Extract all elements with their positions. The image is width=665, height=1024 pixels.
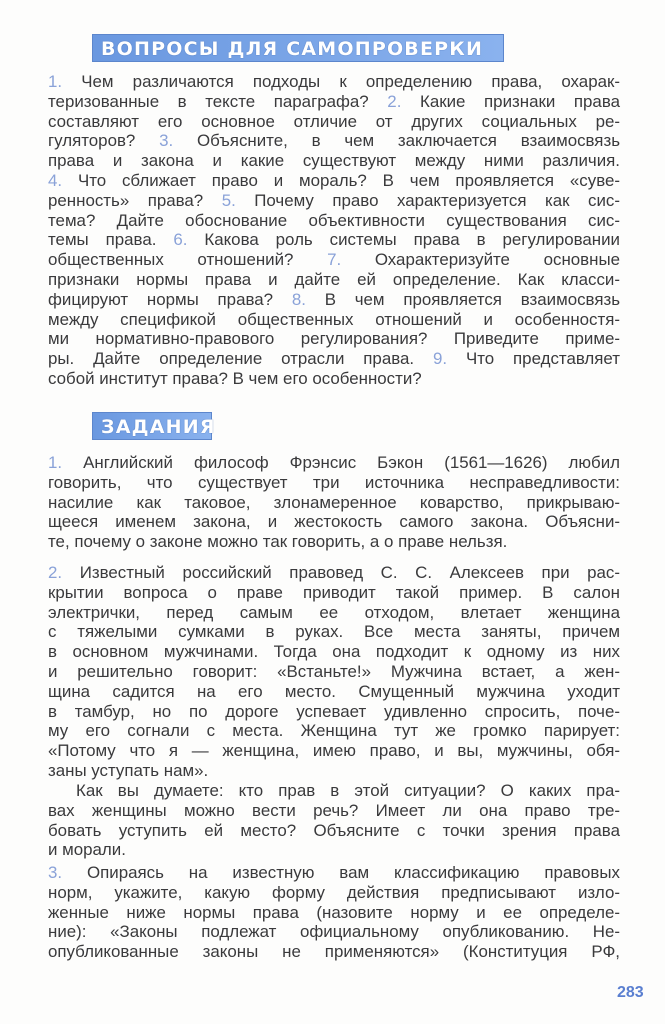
text-segment: тема? Дайте обоснование объективности существования сис- xyxy=(48,210,620,230)
text-line xyxy=(48,532,620,552)
text-line xyxy=(48,250,620,270)
text-line xyxy=(48,883,620,903)
text-line xyxy=(48,230,620,250)
text-segment: и решительно говорит: «Встаньте!» Мужчина встает, а жен- xyxy=(48,661,620,681)
text-segment: щееся именем закона, и жестокость самого закона. Объясни- xyxy=(48,512,620,532)
text-line xyxy=(48,270,620,290)
item-number: 1. xyxy=(48,72,63,91)
section-header-tasks xyxy=(92,412,216,440)
text-line xyxy=(48,942,620,962)
text-segment: заны уступать нам». xyxy=(48,760,209,780)
text-line xyxy=(48,603,620,623)
text-line xyxy=(48,922,620,942)
text-segment: Опираясь на известную вам классификацию правовых xyxy=(62,863,620,882)
text-segment: ренность» права? xyxy=(48,190,222,210)
text-segment: му его согнали с места. Женщина тут же громко парирует: xyxy=(48,721,620,741)
text-segment: признаки нормы права и дайте ей определение. Как класси- xyxy=(48,269,620,289)
text-line xyxy=(48,840,620,860)
text-line xyxy=(48,801,620,821)
text-segment: бовать уступить ей место? Объясните с точки зрения права xyxy=(48,820,620,840)
text-segment: с тяжелыми сумками в руках. Все места заняты, причем xyxy=(48,622,620,642)
item-number: 3. xyxy=(48,863,63,882)
text-line xyxy=(48,151,620,171)
text-segment: права и закона и какие существуют между ними различия. xyxy=(48,151,620,171)
item-number: 5. xyxy=(221,190,236,210)
text-line xyxy=(48,512,620,532)
text-segment: в основном мужчинами. Тогда она подходит к одному из них xyxy=(48,642,620,662)
text-segment: говорить, что существует три источника несправедливости: xyxy=(48,472,620,492)
text-line xyxy=(48,682,620,702)
text-segment: опубликованные законы не применяются» (Конституция РФ, xyxy=(48,942,620,962)
text-line xyxy=(48,211,620,231)
text-line xyxy=(48,903,620,923)
text-segment: Известный российский правовед С. С. Алексеев при рас- xyxy=(62,563,620,582)
section-header-self-check xyxy=(92,34,504,62)
section-title: ЗАДАНИЯ xyxy=(101,416,216,438)
text-segment: составляют его основное отличие от других социальных ре- xyxy=(48,111,620,131)
text-segment: гуляторов? xyxy=(48,131,160,151)
text-segment: В чем проявляется взаимосвязь xyxy=(305,289,621,309)
text-line xyxy=(48,171,620,191)
text-segment: Какие признаки права xyxy=(401,91,620,111)
text-segment: собой институт права? В чем его особенности? xyxy=(48,368,422,388)
text-segment: ми нормативно-правового регулирования? Приведите приме- xyxy=(48,329,620,349)
text-line xyxy=(48,72,620,92)
text-line xyxy=(48,563,620,583)
text-segment: темы права. xyxy=(48,230,174,250)
text-segment: ние): «Законы подлежат официальному опубликованию. Не- xyxy=(48,922,620,942)
text-line xyxy=(48,191,620,211)
text-line xyxy=(48,349,620,369)
item-number: 7. xyxy=(327,250,342,270)
item-number: 3. xyxy=(159,131,174,151)
task-2-question-block xyxy=(48,781,620,860)
text-line xyxy=(48,781,620,801)
text-line xyxy=(48,131,620,151)
text-line xyxy=(48,473,620,493)
text-segment: Почему право характеризуется как сис- xyxy=(235,190,620,210)
text-line xyxy=(48,662,620,682)
text-line xyxy=(48,642,620,662)
item-number: 1. xyxy=(48,453,63,472)
task-2-block xyxy=(48,563,620,781)
text-segment: Какова роль системы права в регулировании xyxy=(187,230,620,250)
text-line xyxy=(48,721,620,741)
text-line xyxy=(48,741,620,761)
item-number: 9. xyxy=(432,349,448,369)
text-line xyxy=(48,310,620,330)
text-line xyxy=(48,493,620,513)
text-segment: Что представляет xyxy=(447,349,620,369)
text-segment: женные ниже нормы права (назовите норму и ее определе- xyxy=(48,902,620,922)
page-number: 283 xyxy=(617,984,644,1001)
item-number: 2. xyxy=(387,91,402,111)
item-number: 6. xyxy=(173,230,188,250)
text-line xyxy=(48,863,620,883)
item-number: 8. xyxy=(291,289,306,309)
text-line xyxy=(48,702,620,722)
text-segment: насилие как таковое, злонамеренное коварство, прикрываю- xyxy=(48,492,620,512)
text-segment: Охарактеризуйте основные xyxy=(341,250,620,270)
item-number: 4. xyxy=(48,170,63,190)
task-1-block xyxy=(48,453,620,552)
text-segment: и морали. xyxy=(48,840,126,860)
text-line xyxy=(48,92,620,112)
text-segment: Как вы думаете: кто прав в этой ситуации? О каких пра- xyxy=(76,781,620,800)
text-segment: Чем различаются подходы к определению права, охарак- xyxy=(62,72,620,91)
text-segment: Что сближает право и мораль? В чем проявляется «суве- xyxy=(62,170,620,190)
text-line xyxy=(48,329,620,349)
text-segment: Английский философ Фрэнсис Бэкон (1561—1626) любил xyxy=(62,453,620,472)
item-number: 2. xyxy=(48,563,63,582)
text-line xyxy=(48,369,620,389)
text-segment: фицируют нормы права? xyxy=(48,289,292,309)
text-segment: «Потому что я — женщина, имею право, и вы, мужчины, обя- xyxy=(48,741,620,761)
text-segment: в тамбур, но по дороге успевает удивленно спросить, поче- xyxy=(48,701,620,721)
section-title: ВОПРОСЫ ДЛЯ САМОПРОВЕРКИ xyxy=(101,38,484,60)
text-segment: общественных отношений? xyxy=(48,250,328,270)
text-segment: ры. Дайте определение отрасли права. xyxy=(48,349,433,369)
text-segment: норм, укажите, какую форму действия предписывают изло- xyxy=(48,882,620,902)
text-segment: электрички, перед самым ее отходом, влетает женщина xyxy=(48,602,620,622)
text-line xyxy=(48,821,620,841)
text-segment: теризованные в тексте параграфа? xyxy=(48,91,388,111)
text-segment: вах женщины можно вести речь? Имеет ли она право тре- xyxy=(48,800,620,820)
text-line xyxy=(48,622,620,642)
text-segment: Объясните, в чем заключается взаимосвязь xyxy=(173,131,621,151)
text-line xyxy=(48,112,620,132)
text-line xyxy=(48,761,620,781)
task-3-block xyxy=(48,863,620,962)
text-line xyxy=(48,290,620,310)
text-segment: крытии вопроса о праве приводит такой пример. В салон xyxy=(48,582,620,602)
text-segment: между спецификой общественных отношений и особенностя- xyxy=(48,309,620,329)
text-segment: щина садится на его место. Смущенный мужчина уходит xyxy=(48,681,620,701)
text-line xyxy=(48,453,620,473)
questions-block xyxy=(48,72,620,389)
text-line xyxy=(48,583,620,603)
text-segment: те, почему о законе можно так говорить, а о праве нельзя. xyxy=(48,532,508,552)
